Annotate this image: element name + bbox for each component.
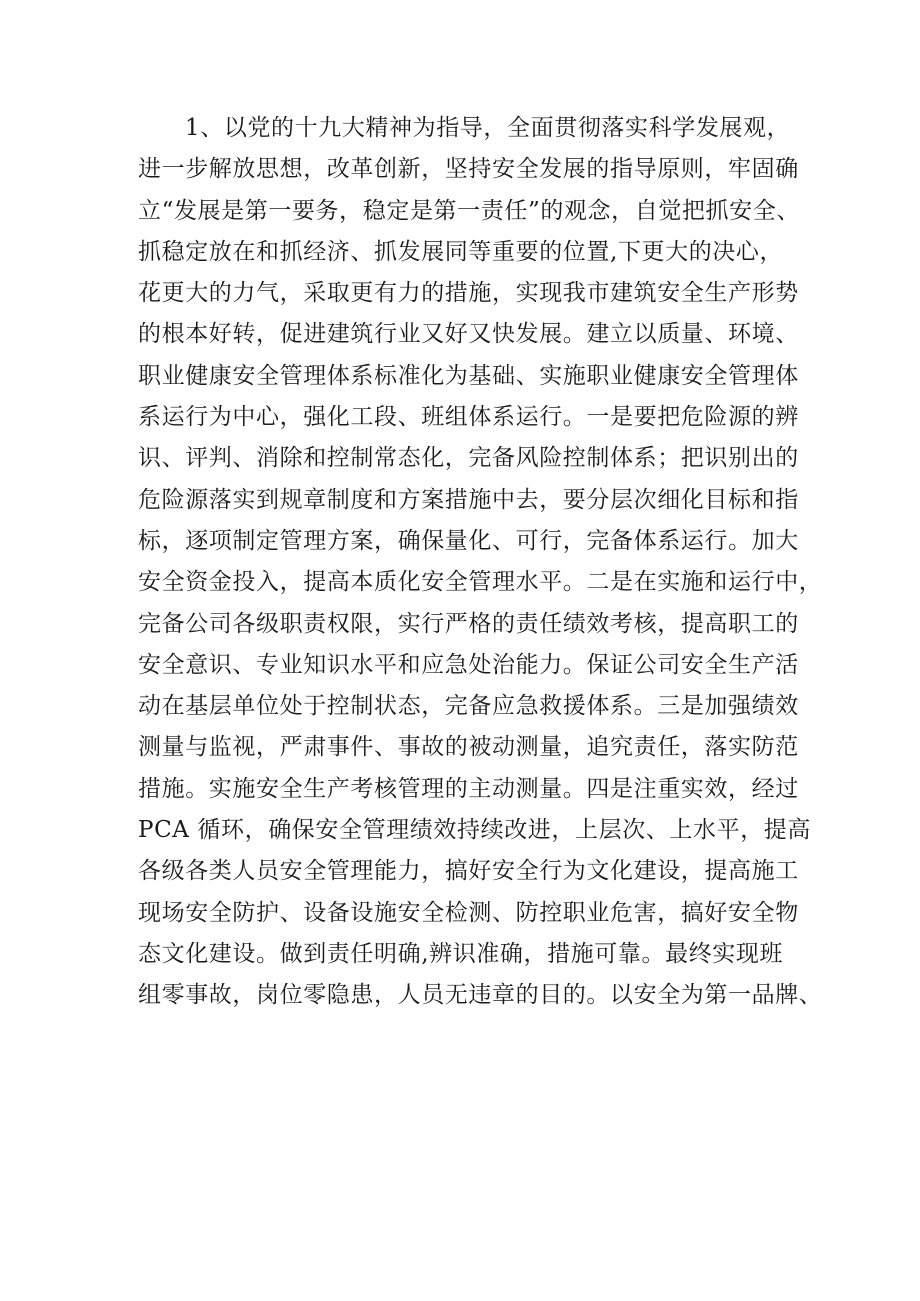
paragraph-line: 1、以党的十九大精神为指导，全面贯彻落实科学发展观， <box>185 115 791 141</box>
paragraph-line: 措施。实施安全生产考核管理的主动测量。四是注重实效，经过 <box>138 775 799 802</box>
paragraph-line: 测量与监视，严肃事件、事故的被动测量，追究责任，落实防范 <box>138 734 799 761</box>
paragraph-line: 各级各类人员安全管理能力，搞好安全行为文化建设，提高施工 <box>138 858 799 885</box>
paragraph-line: 职业健康安全管理体系标准化为基础、实施职业健康安全管理体 <box>138 362 799 389</box>
paragraph-line: 动在基层单位处于控制状态，完备应急救援体系。三是加强绩效 <box>138 693 799 720</box>
paragraph-line: 系运行为中心，强化工段、班组体系运行。一是要把危险源的辨 <box>138 404 799 431</box>
paragraph-line: 标，逐项制定管理方案，确保量化、可行，完备体系运行。加大 <box>138 527 799 554</box>
paragraph-line: 花更大的力气，采取更有力的措施，实现我市建筑安全生产形势 <box>138 280 799 307</box>
paragraph-line: 的根本好转，促进建筑行业又好又快发展。建立以质量、环境、 <box>138 321 799 348</box>
paragraph-line: 安全资金投入，提高本质化安全管理水平。二是在实施和运行中， <box>138 569 823 596</box>
body-paragraph <box>138 108 858 1017</box>
paragraph-line: 完备公司各级职责权限，实行严格的责任绩效考核，提高职工的 <box>138 610 799 637</box>
paragraph-line: PCA 循环，确保安全管理绩效持续改进，上层次、上水平，提高 <box>138 817 811 844</box>
paragraph-line: 进一步解放思想，改革创新，坚持安全发展的指导原则，牢固确 <box>138 156 799 183</box>
paragraph-line: 安全意识、专业知识水平和应急处治能力。保证公司安全生产活 <box>138 651 799 678</box>
paragraph-line: 组零事故，岗位零隐患，人员无违章的目的。以安全为第一品牌、 <box>138 982 823 1009</box>
paragraph-line: 危险源落实到规章制度和方案措施中去，要分层次细化目标和指 <box>138 486 799 513</box>
paragraph-line: 态文化建设。做到责任明确,辨识准确，措施可靠。最终实现班 <box>138 940 784 967</box>
paragraph-line: 识、评判、消除和控制常态化，完备风险控制体系；把识别出的 <box>138 445 799 472</box>
paragraph-line: 抓稳定放在和抓经济、抓发展同等重要的位置,下更大的决心， <box>138 238 784 265</box>
paragraph-line: 立“发展是第一要务，稳定是第一责任”的观念，自觉把抓安全、 <box>138 197 800 224</box>
paragraph-line: 现场安全防护、设备设施安全检测、防控职业危害，搞好安全物 <box>138 899 799 926</box>
